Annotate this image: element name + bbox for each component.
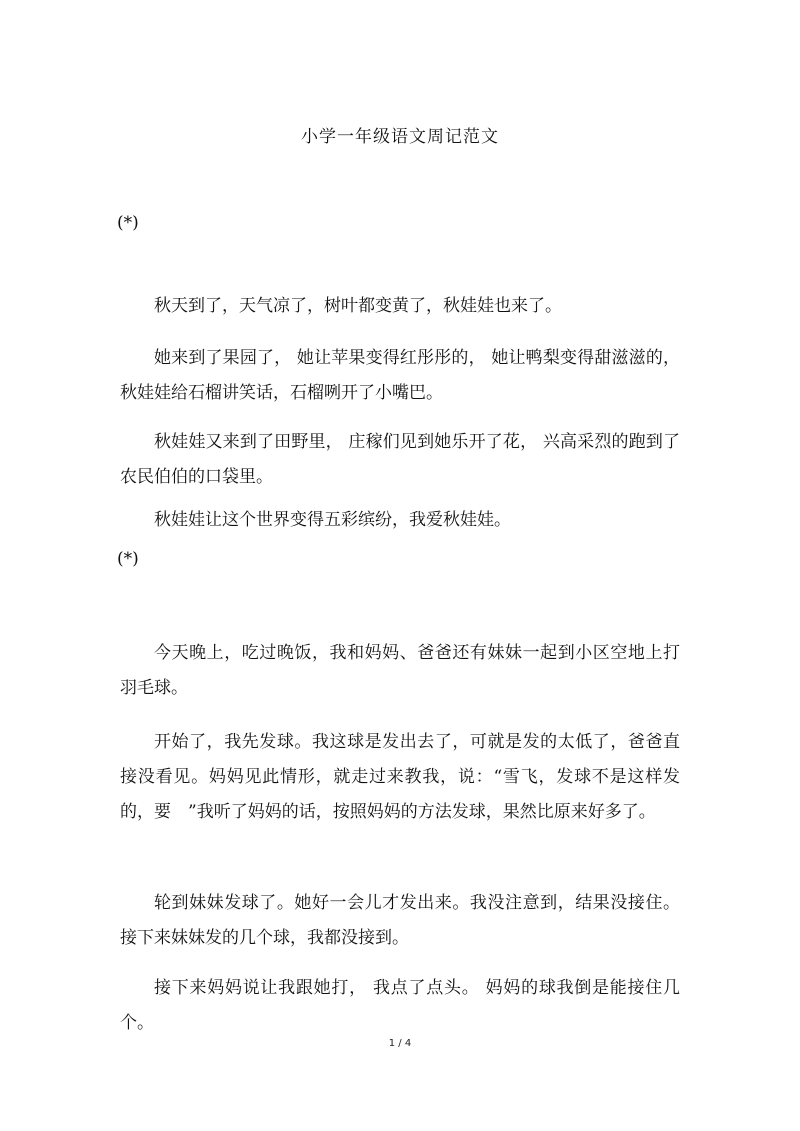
paragraph: 接下来妈妈说让我跟她打， 我点了点头。 妈妈的球我倒是能接住几个。 <box>120 978 680 1033</box>
paragraph: 轮到妹妹发球了。她好一会儿才发出来。我没注意到，结果没接住。接下来妹妹发的几个球，我都没接到。 <box>120 893 680 948</box>
paragraph: 秋天到了，天气凉了，树叶都变黄了，秋娃娃也来了。 <box>154 296 562 316</box>
paragraph: 今天晚上，吃过晚饭，我和妈妈、爸爸还有妹妹一起到小区空地上打羽毛球。 <box>120 643 680 698</box>
section-marker: (*) <box>117 549 139 569</box>
paragraph: 秋娃娃又来到了田野里， 庄稼们见到她乐开了花， 兴高采烈的跑到了农民伯伯的口袋里。 <box>120 432 680 487</box>
paragraph: 秋娃娃让这个世界变得五彩缤纷，我爱秋娃娃。 <box>154 510 511 530</box>
document-title: 小学一年级语文周记范文 <box>301 127 499 147</box>
section-marker: (*) <box>117 213 139 233</box>
page-number: 1 / 4 <box>388 1038 412 1049</box>
paragraph: 开始了，我先发球。我这球是发出去了，可就是发的太低了，爸爸直接没看见。妈妈见此情形，就走过来教我，说：“雪飞，发球不是这样发的，要 ”我听了妈妈的话，按照妈妈的方法发球，果然比原来好多了。 <box>120 732 680 822</box>
paragraph: 她来到了果园了， 她让苹果变得红彤彤的， 她让鸭梨变得甜滋滋的，秋娃娃给石榴讲笑话，石榴咧开了小嘴巴。 <box>120 348 680 403</box>
